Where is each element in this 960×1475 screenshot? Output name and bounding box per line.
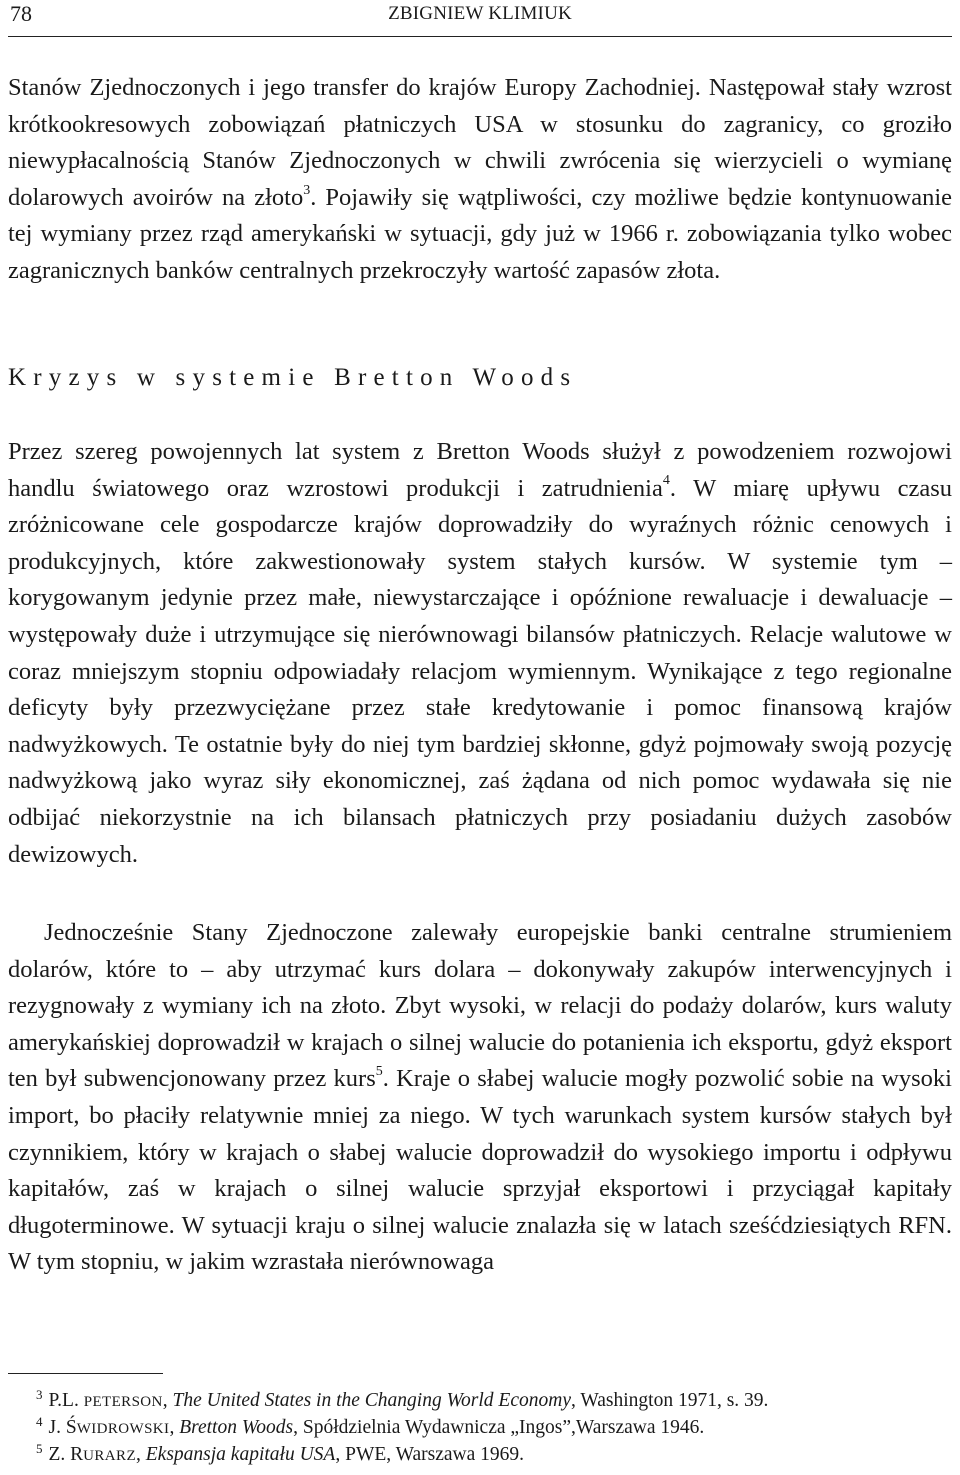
footnote-rest: , Washington 1971, s. 39. [571,1390,769,1411]
footnote-title: Bretton Woods [179,1417,294,1438]
footnote-author: PETERSON [83,1394,163,1410]
paragraph-3-text-a: Jednocześnie Stany Zjednoczone zalewały europejskie banki centralne strumieniem dolarów, które to – aby utrzymać kurs dolara – dokonywały zakupów interwencyjnych i rezygnowały z wymiany ich na złoto. Zbyt wysoki, w relacji do podaży dolarów, kurs waluty amerykańskiej doprowadził w krajach o silnej walucie do potanienia ich eksportu, gdyż eksport ten był subwencjonowany przez kurs [8,919,952,1093]
footnote-item [36,1415,952,1442]
footnote-title: Ekspansja kapitału USA [145,1444,336,1465]
footnote-item [36,1442,952,1469]
footnote-ref-3[interactable]: 3 [303,182,311,198]
paragraph-1-text-a: Stanów Zjednoczonych i jego transfer do krajów Europy Zachodniej. Następował stały wzrost krótkookresowych zobowiązań płatniczych USA w stosunku do zagranicy, co groziło niewypłacalnością Stanów Zjednoczonych w chwili zwrócenia się wierzycieli o wymianę dolarowych avoirów na złoto [8,74,952,211]
footnote-separator: , [162,1390,173,1411]
footnote-mark: 3 [36,1386,43,1402]
paragraph-1-text-b: . Pojawiły się wątpliwości, czy możliwe będzie kontynuowanie tej wymiany przez rząd amerykański w sytuacji, gdy już w 1966 r. zobowiązania tylko wobec zagranicznych banków centralnych przekroczyły wartość zapasów złota. [8,183,952,284]
paragraph-2-text-a: Przez szereg powojennych lat system z Bretton Woods służył z powodzeniem rozwojowi handlu światowego oraz wzrostowi produkcji i zatrudnienia [8,438,952,502]
footnote-divider [8,1373,163,1374]
section-heading: Kryzys w systemie Bretton Woods [8,364,578,391]
footnotes [36,1388,952,1469]
paragraph-1 [8,70,952,290]
paragraph-3 [8,915,952,1281]
footnote-separator: , [169,1417,180,1438]
footnote-rest: , Spółdzielnia Wydawnicza „Ingos”,Warszawa 1946. [293,1417,705,1438]
footnote-mark: 4 [36,1413,43,1429]
page-number: 78 [10,1,32,26]
footnote-mark: 5 [36,1440,43,1456]
page-header [8,0,952,37]
paragraph-3-text-b: . Kraje o słabej walucie mogły pozwolić sobie na wysoki import, bo płaciły relatywnie mniej za niego. W tych warunkach system kursów stałych był czynnikiem, który w krajach o słabej walucie doprowadził do wysokiego importu i odpływu kapitałów, zaś w krajach o silnej walucie sprzyjał eksportowi i przyciągał kapitały długoterminowe. W sytuacji kraju o silnej walucie znalazła się w latach sześćdziesiątych RFN. W tym stopniu, w jakim wzrastała nierównowaga [8,1065,952,1276]
running-head: ZBIGNIEW KLIMIUK [388,3,572,24]
paragraph-2 [8,434,952,873]
footnote-author-initial: P.L. [48,1390,84,1411]
footnote-rest: , PWE, Warszawa 1969. [335,1444,525,1465]
footnote-ref-5[interactable]: 5 [375,1064,383,1080]
footnote-author: URARZ [83,1448,137,1464]
footnote-author-initial: J. Ś [48,1417,77,1438]
footnote-separator: , [136,1444,146,1465]
paragraph-2-text-b: . W miarę upływu czasu zróżnicowane cele gospodarcze krajów doprowadziły do wyraźnych różnic cenowych i produkcyjnych, które zakwestionowały system stałych kursów. W systemie tym – korygowanym jedynie przez małe, niewystarczające i opóźnione rewaluacje i dewaluacje – występowały duże i utrzymujące się nierównowagi bilansów płatniczych. Relacje walutowe w coraz mniejszym stopniu odpowiadały relacjom wymiennym. Wynikające z tego regionalne deficyty były przezwyciężane przez stałe kredytowanie i pomoc finansową krajów nadwyżkowych. Te ostatnie były do niej tym bardziej skłonne, gdyż pojmowały swoją pozycję nadwyżkową jako wyraz siły ekonomicznej, zaś żądana od nich pomoc wydawała się nie odbijać niekorzystnie na ich bilansach płatniczych przy posiadaniu dużych zasobów dewizowych. [8,474,952,868]
footnote-author: WIDROWSKI [76,1421,170,1437]
footnote-ref-4[interactable]: 4 [662,473,670,489]
footnote-title: The United States in the Changing World Economy [172,1390,571,1411]
footnote-author-initial: Z. R [48,1444,84,1465]
footnote-item [36,1388,952,1415]
